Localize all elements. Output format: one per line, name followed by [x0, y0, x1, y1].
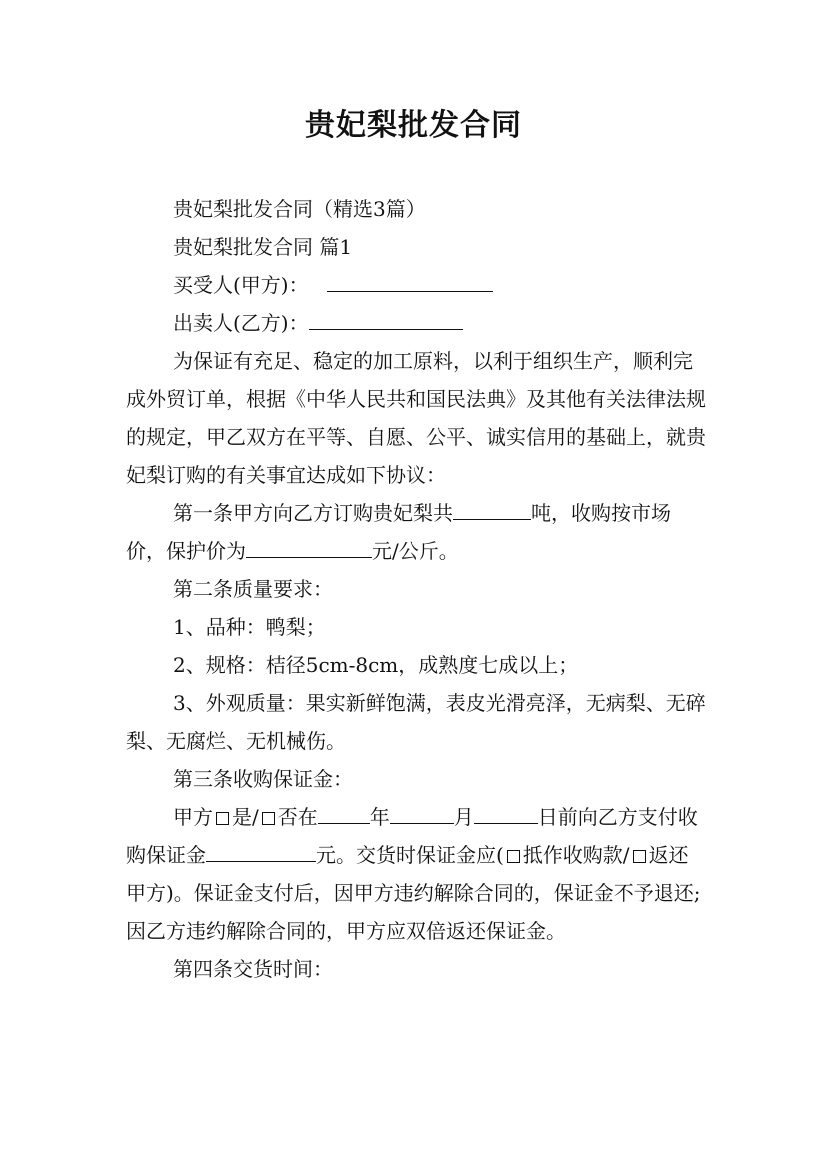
seller-label: 出卖人(乙方)：	[173, 311, 309, 335]
article-3	[126, 798, 706, 950]
seller-line	[126, 304, 706, 342]
buyer-label: 买受人(甲方)：	[173, 273, 309, 297]
intro-paragraph: 为保证有充足、稳定的加工原料，以利于组织生产，顺利完成外贸订单，根据《中华人民共和国民法典》及其他有关法律法规的规定，甲乙双方在平等、自愿、公平、诚实信用的基础上，就贵妃梨订购的有关事宜达成如下协议：	[126, 349, 706, 487]
buyer-line	[126, 266, 706, 304]
article-2-item-3: 3、外观质量：果实新鲜饱满，表皮光滑亮泽，无病梨、无碎梨、无腐烂、无机械伤。	[126, 691, 706, 753]
article-3-title: 第三条收购保证金：	[173, 767, 353, 791]
yes-checkbox-icon	[216, 812, 229, 825]
article-3-text-d: 日前向乙方支付收购保证金	[126, 805, 698, 867]
article-4-title: 第四条交货时间：	[173, 957, 333, 981]
article-3-text-g: 返还甲方)。保证金支付后，因甲方违约解除合同的，保证金不予退还;因乙方违约解除合同的，甲方应双倍返还保证金。	[126, 843, 701, 943]
article-3-text-f: 抵作收购款/	[522, 843, 630, 867]
month-label: 月	[453, 805, 474, 829]
article-2-item-2: 2、规格：桔径5cm-8cm，成熟度七成以上；	[173, 653, 579, 677]
month-blank	[390, 805, 454, 824]
buyer-blank	[327, 273, 493, 292]
tonnage-blank	[453, 501, 531, 520]
article-1-text-a: 第一条甲方向乙方订购贵妃梨共	[173, 501, 453, 525]
article-1	[126, 494, 706, 570]
article-1-text-c: 元/公斤。	[372, 539, 459, 563]
deposit-blank	[206, 843, 316, 862]
no-checkbox-icon	[262, 812, 275, 825]
subtitle: 贵妃梨批发合同（精选3篇）	[173, 197, 426, 221]
part-heading: 贵妃梨批发合同 篇1	[173, 235, 353, 259]
article-2-item-1: 1、品种：鸭梨；	[173, 615, 326, 639]
article-3-text-a: 甲方	[173, 805, 213, 829]
document-body	[126, 190, 706, 988]
article-2-title: 第二条质量要求：	[173, 577, 333, 601]
price-blank	[246, 539, 372, 558]
year-blank	[318, 805, 370, 824]
day-blank	[474, 805, 538, 824]
seller-blank	[309, 311, 463, 330]
article-3-text-b: 是/	[232, 805, 259, 829]
article-1-text-b: 吨，收购按市场价，保护价为	[126, 501, 671, 563]
year-label: 年	[369, 805, 390, 829]
offset-checkbox-icon	[507, 850, 520, 863]
document-title: 贵妃梨批发合同	[305, 108, 522, 143]
article-3-text-e: 元。交货时保证金应(	[316, 843, 504, 867]
article-3-text-c: 否在	[277, 805, 318, 829]
return-checkbox-icon	[633, 850, 646, 863]
